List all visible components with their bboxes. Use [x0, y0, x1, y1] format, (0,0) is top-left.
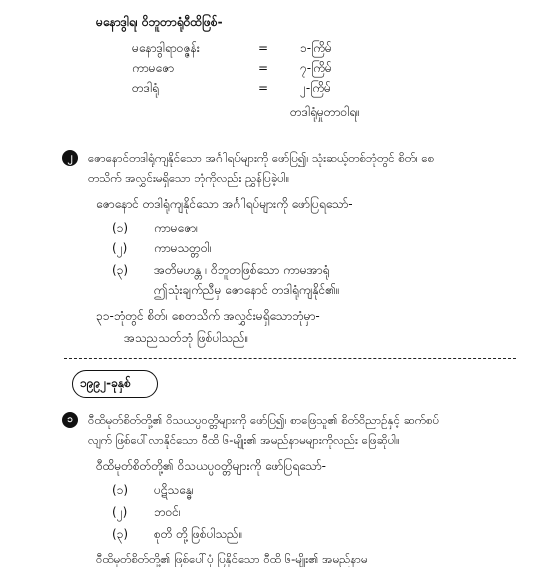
cut-off-line: ဝီထိမုတ်စိတ်တို့၏ ဖြစ်ပေါ်ပုံ ပြနိုင်သော ဝီထိ ၆-မျိုး၏ အမည်နာမ — [96, 552, 368, 566]
row-eq-1: = — [258, 41, 269, 55]
question-2-conclusion-1: ၃၁-ဘုံတွင် စိတ်၊ စေတသိက် အလွှင်းမရှိသောဘုံမှာ- — [96, 309, 320, 323]
q2-item-3-num: (၃) — [112, 263, 129, 277]
row-value-2: ၇-ကြိမ် — [300, 61, 332, 75]
top-block-footer: တဒါရုံမှုတာဝါရ။ — [290, 105, 360, 119]
vithi-heading: မနောဒွါရ၊ ဝိဘူတာရုံဝီထိဖြစ်- — [96, 15, 223, 29]
question-2-line-2: တသိက် အလွှင်းမရှိသော ဘုံကိုလည်း ညွှန်ပြခဲ့ပါ။ — [88, 171, 290, 185]
q2-item-2-num: (၂) — [112, 241, 128, 255]
question-2-answer-intro: ဇောနောင် တဒါရုံကျနိုင်သော အင်္ဂါရပ်များကို ဖော်ပြရသော်- — [96, 197, 353, 211]
q1-item-1-num: (၁) — [112, 483, 129, 497]
q2-item-1-text: ကာမဇော၊ — [154, 221, 199, 235]
row-eq-3: = — [258, 81, 269, 95]
q2-item-1-num: (၁) — [112, 221, 129, 235]
question-2-conclusion-2: အသညသတ်ဘုံ ဖြစ်ပါသည်။ — [124, 331, 249, 345]
row-value-1: ၁-ကြိမ် — [300, 41, 332, 55]
q2-item-2-text: ကာမသတ္တဝါ၊ — [154, 241, 212, 255]
q1-item-2-num: (၂) — [112, 505, 128, 519]
question-2-badge: ၂ — [62, 150, 78, 166]
q1-item-3-text: စုတိ တို့ဖြစ်ပါသည်။ — [154, 527, 243, 541]
q2-item-3-text: အတိမဟန္တ ၊ ဝိဘူတဖြစ်သော ကာမအာရုံ — [154, 263, 330, 277]
question-1-line-2: လျက် ဖြစ်ပေါ်လာနိုင်သော ဝီထိ ၆-မျိုး၏ အမည်နာမများကိုလည်း ဖြေဆိုပါ။ — [88, 433, 400, 447]
row-label-3: တဒါရုံ — [132, 81, 159, 95]
year-label: ၁၉၉၂-ခုနှစ် — [80, 376, 131, 390]
row-label-1: မနောဒွါရာဝဇ္ဇန်း — [132, 41, 200, 55]
row-eq-2: = — [258, 61, 269, 75]
question-1-answer-intro: ဝီထိမုတ်စိတ်တို့၏ ဝိသယပ္ပဝတ္တိများကို ဖော်ပြရသော်- — [96, 459, 327, 473]
row-value-3: ၂-ကြိမ် — [300, 81, 331, 95]
section-divider — [64, 358, 516, 359]
q1-item-3-num: (၃) — [112, 527, 129, 541]
question-1-line-1: ဝီထိမုတ်စိတ်တို့၏ ဝိသယပ္ပဝတ္တိများကို ဖော်ပြ၍၊ စာဖြေသူ၏ စိတ်ဝိညာဉ်နှင့် ဆက်စပ် — [88, 413, 440, 427]
question-1-badge: ၁ — [62, 412, 78, 428]
row-label-2: ကာမဇော — [132, 61, 175, 75]
q1-item-2-text: ဘဝင်၊ — [154, 505, 181, 519]
q1-item-1-text: ပဋိသန္ဓေ၊ — [154, 483, 194, 497]
q2-item-3-continuation: ဤသုံးချက်ညီမှ ဇောနောင် တဒါရုံကျနိုင်၏။ — [154, 283, 340, 297]
question-2-line-1: ဇောနောင်တဒါရုံကျနိုင်သော အင်္ဂါရပ်များကို ဖော်ပြ၍၊ သုံးဆယ့်တစ်ဘုံတွင် စိတ်၊ စေ — [88, 151, 435, 165]
